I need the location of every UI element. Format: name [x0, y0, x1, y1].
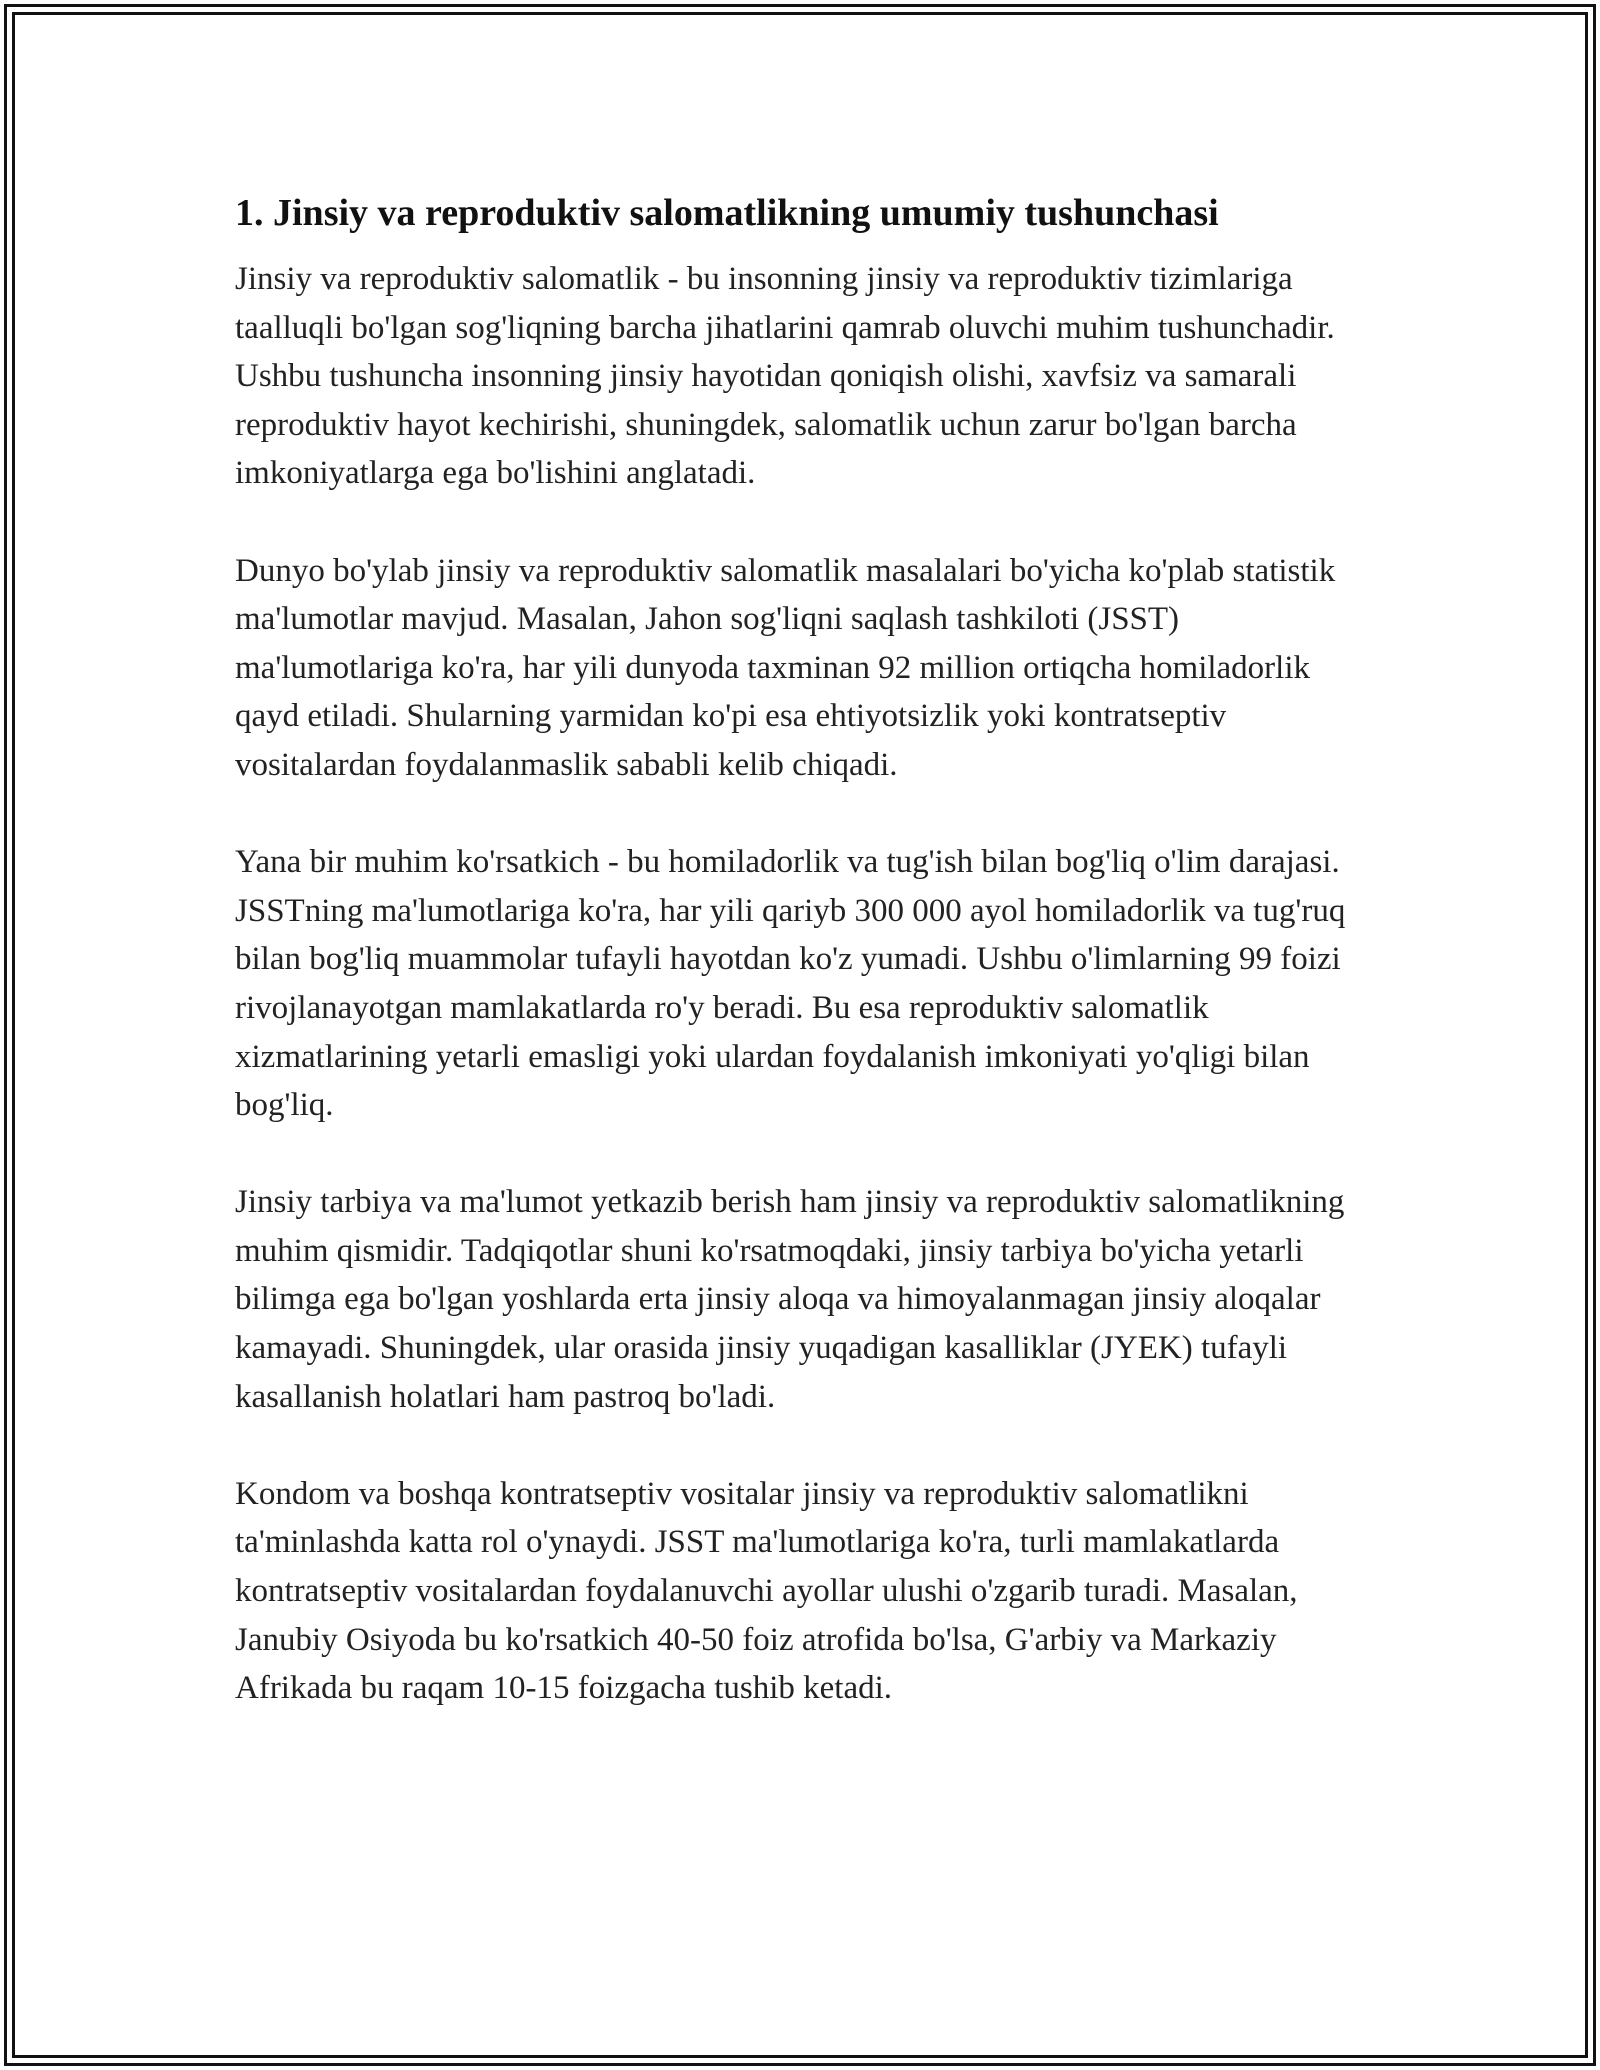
document-body: [235, 183, 1365, 1713]
section-heading: 1. Jinsiy va reproduktiv salomatlikning umumiy tushunchasi: [235, 192, 1219, 234]
paragraph-sex-education: Jinsiy tarbiya va ma'lumot yetkazib berish ham jinsiy va reproduktiv salomatlikning muhim qismidir. Tadqiqotlar shuni ko'rsatmoqdaki, jinsiy tarbiya bo'yicha yetarli bilimga ega bo'lgan yoshlarda erta jinsiy aloqa va himoyalanmagan jinsiy aloqalar kamayadi. Shuningdek, ular orasida jinsiy yuqadigan kasalliklar (JYEK) tufayli kasallanish holatlari ham pastroq bo'ladi.: [235, 1184, 1345, 1415]
paragraph-maternal-mortality: Yana bir muhim ko'rsatkich - bu homiladorlik va tug'ish bilan bog'liq o'lim darajasi. JSSTning ma'lumotlariga ko'ra, har yili qariyb 300 000 ayol homiladorlik va tug'ruq bilan bog'liq muammolar tufayli hayotdan ko'z yumadi. Ushbu o'limlarning 99 foizi rivojlanayotgan mamlakatlarda ro'y beradi. Bu esa reproduktiv salomatlik xizmatlarining yetarli emasligi yoki ulardan foydalanish imkoniyati yo'qligi bilan bog'liq.: [235, 844, 1346, 1124]
paragraph-definition: Jinsiy va reproduktiv salomatlik - bu insonning jinsiy va reproduktiv tizimlariga taalluqli bo'lgan sog'liqning barcha jihatlarini qamrab oluvchi muhim tushunchadir. Ushbu tushuncha insonning jinsiy hayotidan qoniqish olishi, xavfsiz va samarali reproduktiv hayot kechirishi, shuningdek, salomatlik uchun zarur bo'lgan barcha imkoniyatlarga ega bo'lishini anglatadi.: [235, 261, 1335, 492]
paragraph-contraception: Kondom va boshqa kontratseptiv vositalar jinsiy va reproduktiv salomatlikni ta'minlashda katta rol o'ynaydi. JSST ma'lumotlariga ko'ra, turli mamlakatlarda kontratseptiv vositalardan foydalanuvchi ayollar ulushi o'zgarib turadi. Masalan, Janubiy Osiyoda bu ko'rsatkich 40-50 foiz atrofida bo'lsa, G'arbiy va Markaziy Afrikada bu raqam 10-15 foizgacha tushib ketadi.: [235, 1475, 1298, 1707]
paragraph-statistics: Dunyo bo'ylab jinsiy va reproduktiv salomatlik masalalari bo'yicha ko'plab statistik ma'lumotlar mavjud. Masalan, Jahon sog'liqni saqlash tashkiloti (JSST) ma'lumotlariga ko'ra, har yili dunyoda taxminan 92 million ortiqcha homiladorlik qayd etiladi. Shularning yarmidan ko'pi esa ehtiyotsizlik yoki kontratseptiv vositalardan foydalanmaslik sababli kelib chiqadi.: [235, 552, 1336, 783]
